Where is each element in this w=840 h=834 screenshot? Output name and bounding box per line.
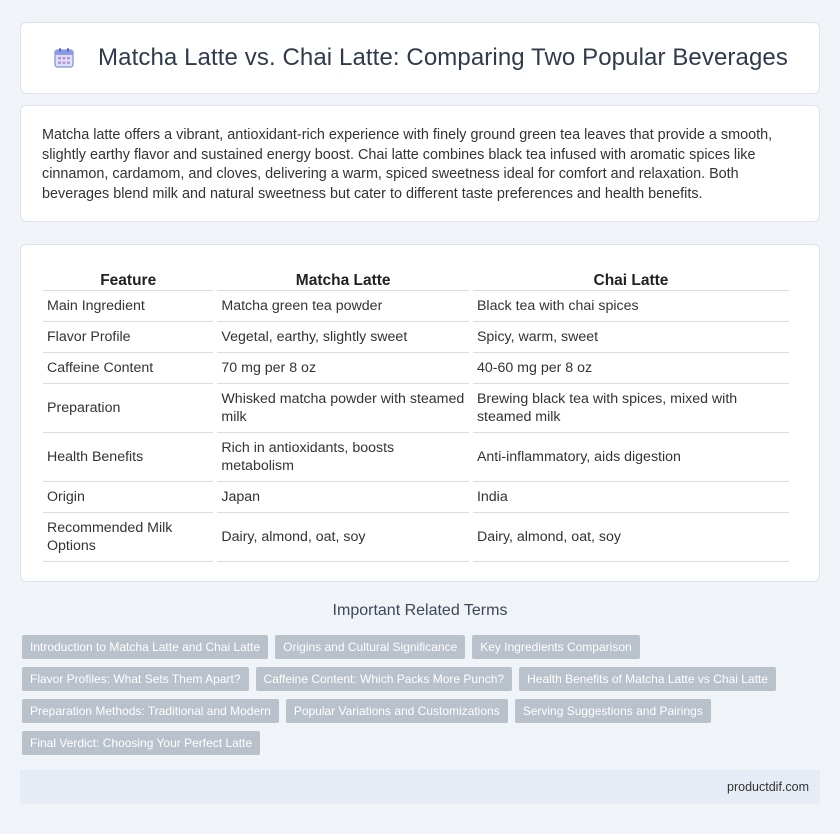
related-term-tag[interactable]: Serving Suggestions and Pairings <box>515 699 711 723</box>
related-term-tag[interactable]: Caffeine Content: Which Packs More Punch? <box>256 667 513 691</box>
related-terms-title: Important Related Terms <box>332 602 508 619</box>
calendar-icon <box>52 46 76 70</box>
related-term-tag[interactable]: Popular Variations and Customizations <box>286 699 508 723</box>
row-feature: Main Ingredient <box>43 291 213 322</box>
header-matcha: Matcha Latte <box>217 261 469 291</box>
row-chai: Spicy, warm, sweet <box>473 322 789 353</box>
related-terms-list <box>22 635 812 755</box>
footer <box>20 770 820 804</box>
comparison-table <box>39 261 793 562</box>
related-term-tag[interactable]: Introduction to Matcha Latte and Chai Latte <box>22 635 268 659</box>
intro-text: Matcha latte offers a vibrant, antioxidant-rich experience with finely ground green tea leaves that provide a smooth, slightly earthy flavor and sustained energy boost. Chai latte combines black tea infused with aromatic spices like cinnamon, cardamom, and cloves, delivering a warm, spiced sweetness ideal for comfort and relaxation. Both beverages blend milk and natural sweetness but cater to different taste preferences and health benefits. <box>42 127 773 202</box>
header-feature: Feature <box>43 261 213 291</box>
table-row <box>43 291 789 322</box>
row-chai: Anti-inflammatory, aids digestion <box>473 433 789 482</box>
row-matcha: Whisked matcha powder with steamed milk <box>217 384 469 433</box>
row-chai: Dairy, almond, oat, soy <box>473 513 789 562</box>
row-chai: India <box>473 482 789 513</box>
related-term-tag[interactable]: Flavor Profiles: What Sets Them Apart? <box>22 667 249 691</box>
row-matcha: Vegetal, earthy, slightly sweet <box>217 322 469 353</box>
row-chai: 40-60 mg per 8 oz <box>473 353 789 384</box>
row-feature: Health Benefits <box>43 433 213 482</box>
footer-site-link[interactable]: productdif.com <box>727 780 809 794</box>
table-row <box>43 433 789 482</box>
table-row <box>43 384 789 433</box>
comparison-card <box>20 244 820 582</box>
row-feature: Flavor Profile <box>43 322 213 353</box>
row-matcha: Rich in antioxidants, boosts metabolism <box>217 433 469 482</box>
header-chai: Chai Latte <box>473 261 789 291</box>
related-term-tag[interactable]: Key Ingredients Comparison <box>472 635 639 659</box>
row-feature: Origin <box>43 482 213 513</box>
row-matcha: Japan <box>217 482 469 513</box>
table-row <box>43 322 789 353</box>
table-row <box>43 353 789 384</box>
table-row <box>43 482 789 513</box>
row-feature: Recommended Milk Options <box>43 513 213 562</box>
table-row <box>43 513 789 562</box>
related-term-tag[interactable]: Health Benefits of Matcha Latte vs Chai Latte <box>519 667 776 691</box>
related-term-tag[interactable]: Final Verdict: Choosing Your Perfect Latte <box>22 731 260 755</box>
related-term-tag[interactable]: Origins and Cultural Significance <box>275 635 465 659</box>
header-content <box>52 44 788 72</box>
row-matcha: Matcha green tea powder <box>217 291 469 322</box>
row-chai: Black tea with chai spices <box>473 291 789 322</box>
row-matcha: 70 mg per 8 oz <box>217 353 469 384</box>
row-feature: Caffeine Content <box>43 353 213 384</box>
table-header-row <box>43 261 789 291</box>
intro-card <box>20 105 820 222</box>
header-card <box>20 22 820 94</box>
page-title: Matcha Latte vs. Chai Latte: Comparing Two Popular Beverages <box>98 44 788 71</box>
row-feature: Preparation <box>43 384 213 433</box>
row-chai: Brewing black tea with spices, mixed with steamed milk <box>473 384 789 433</box>
related-term-tag[interactable]: Preparation Methods: Traditional and Modern <box>22 699 279 723</box>
row-matcha: Dairy, almond, oat, soy <box>217 513 469 562</box>
